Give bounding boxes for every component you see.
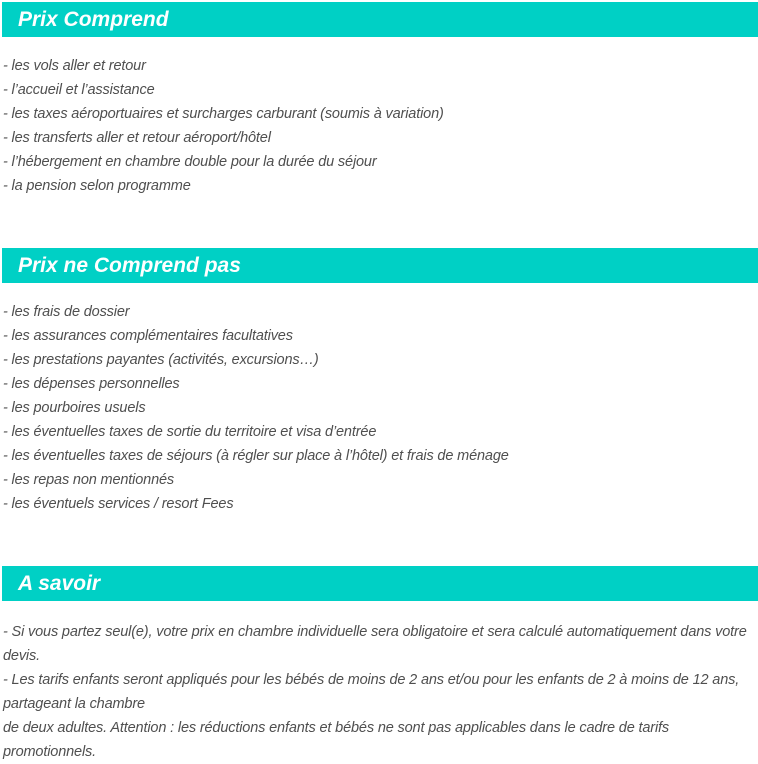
list-item: - les éventuelles taxes de sortie du territoire et visa d’entrée (3, 424, 377, 440)
paragraph: de deux adultes. Attention : les réductions enfants et bébés ne sont pas applicables dans le cadre de tarifs promotionnels. (3, 720, 670, 760)
section-title: Prix Comprend (18, 8, 169, 31)
list-item: - l’accueil et l’assistance (3, 82, 155, 98)
section-prix-comprend (2, 2, 758, 248)
list-item: - les prestations payantes (activités, excursions…) (3, 352, 319, 368)
section-header-prix-ne-comprend-pas (2, 248, 758, 283)
section-prix-ne-comprend-pas (2, 248, 758, 566)
list-item: - les dépenses personnelles (3, 376, 180, 392)
list-item: - les repas non mentionnés (3, 472, 175, 488)
list-item: - la pension selon programme (3, 178, 191, 194)
section-header-a-savoir (2, 566, 758, 601)
pricing-info-page (2, 2, 758, 764)
section-spacer (2, 198, 758, 248)
paragraph: - Les tarifs enfants seront appliqués pour les bébés de moins de 2 ans et/ou pour les enfants de 2 à moins de 12 ans, partageant la chambre (3, 672, 740, 712)
list-item: - les assurances complémentaires facultatives (3, 328, 293, 344)
list-item: - les transferts aller et retour aéroport/hôtel (3, 130, 271, 146)
section-title: A savoir (18, 572, 101, 595)
list-item: - les éventuelles taxes de séjours (à régler sur place à l’hôtel) et frais de ménage (3, 448, 509, 464)
list-item: - les taxes aéroportuaires et surcharges carburant (soumis à variation) (3, 106, 444, 122)
section-spacer (2, 516, 758, 566)
section-a-savoir (2, 566, 758, 764)
section-header-prix-comprend (2, 2, 758, 37)
list-item: - les frais de dossier (3, 304, 130, 320)
a-savoir-text (2, 601, 758, 764)
section-title: Prix ne Comprend pas (18, 254, 241, 277)
list-item: - les vols aller et retour (3, 58, 146, 74)
list-item: - les pourboires usuels (3, 400, 146, 416)
paragraph: - Si vous partez seul(e), votre prix en chambre individuelle sera obligatoire et sera calculé automatiquement dans votre devis. (3, 624, 747, 664)
prix-ne-comprend-pas-list (2, 283, 758, 516)
list-item: - les éventuels services / resort Fees (3, 496, 234, 512)
prix-comprend-list (2, 37, 758, 198)
list-item: - l’hébergement en chambre double pour la durée du séjour (3, 154, 377, 170)
